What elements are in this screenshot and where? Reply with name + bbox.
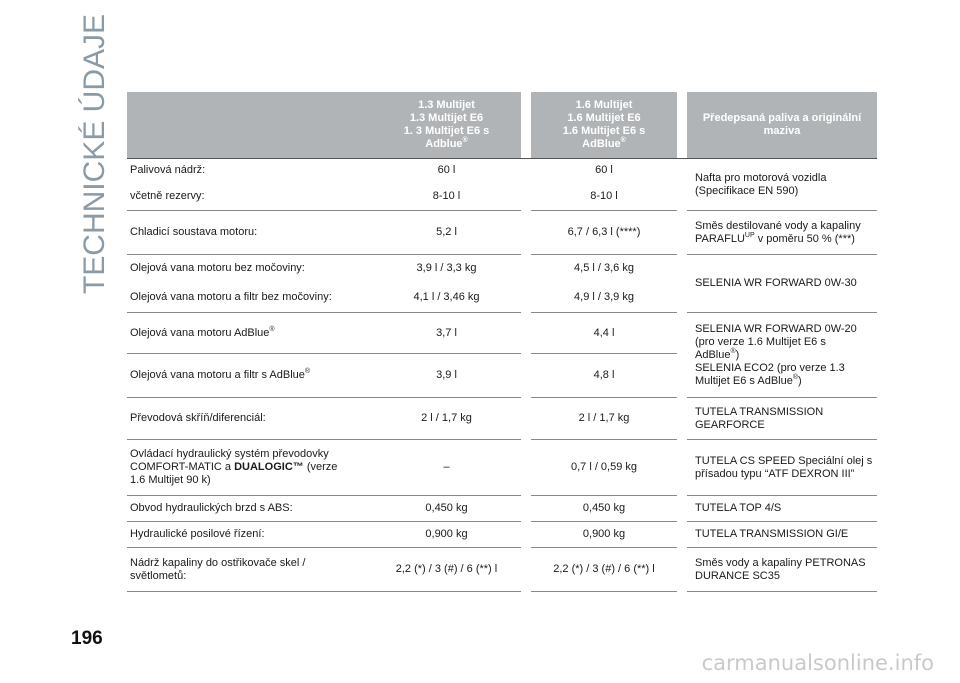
header-1-3-multijet: 1.3 Multijet 1.3 Multijet E6 1. 3 Multijet E6 s Adblue® <box>372 92 521 159</box>
table-row: Chladicí soustava motoru: 5,2 l 6,7 / 6,3 l (****) Směs destilované vody a kapaliny $PARAFLU^{UP}$ v poměru 50 % (***) <box>127 211 877 255</box>
table-row: Nádrž kapaliny do ostřikovače skel / světlometů: 2,2 (*) / 3 (#) / 6 (**) l 2,2 (*) / 3 (#) / 6 (**) l Směs vody a kapaliny PETRONAS DURANCE SC35 <box>127 548 877 592</box>
header-1-6-multijet: 1.6 Multijet 1.6 Multijet E6 1.6 Multijet E6 s AdBlue® <box>531 92 677 159</box>
table-row: Olejová vana motoru bez močoviny: 3,9 l / 3,3 kg 4,5 l / 3,6 kg SELENIA WR FORWARD 0W-30 <box>127 255 877 283</box>
fuel-cell: Nafta pro motorová vozidla (Specifikace EN 590) <box>687 159 877 211</box>
header-fuels-lubricants: Předepsaná paliva a originální maziva <box>687 92 877 159</box>
watermark: carmanualsonline.info <box>701 651 934 675</box>
table-row: Obvod hydraulických brzd s ABS: 0,450 kg 0,450 kg TUTELA TOP 4/S <box>127 496 877 522</box>
fuel-cell: SELENIA WR FORWARD 0W-20 (pro verze 1.6 Multijet E6 s AdBlue®) SELENIA ECO2 (pro verze 1.3 Multijet E6 s AdBlue®) <box>687 313 877 398</box>
table-row: Ovládací hydraulický systém převodovky COMFORT-MATIC a DUALOGIC™ (verze 1.6 Multijet 90 k) – 0,7 l / 0,59 kg TUTELA CS SPEED Speciální olej s přísadou typu “ATF DEXRON III” <box>127 440 877 496</box>
fuel-cell: Směs destilované vody a kapaliny $PARAFLU^{UP}$ v poměru 50 % (***) <box>687 211 877 255</box>
table-row: Převodová skříň/diferenciál: 2 l / 1,7 kg 2 l / 1,7 kg TUTELA TRANSMISSION GEARFORCE <box>127 398 877 440</box>
fuel-cell: SELENIA WR FORWARD 0W-30 <box>687 255 877 313</box>
page-number: 196 <box>71 628 103 649</box>
table-header-row <box>127 92 877 159</box>
fluids-table <box>127 92 877 592</box>
table-row: Olejová vana motoru a filtr bez močoviny: 4,1 l / 3,46 kg 4,9 l / 3,9 kg <box>127 283 877 313</box>
section-title: TECHNICKÉ ÚDAJE <box>78 13 112 295</box>
table-row: Hydraulické posilové řízení: 0,900 kg 0,900 kg TUTELA TRANSMISSION GI/E <box>127 522 877 548</box>
table-row: Palivová nádrž: 60 l 60 l Nafta pro motorová vozidla (Specifikace EN 590) <box>127 159 877 183</box>
table-row: Olejová vana motoru AdBlue® 3,7 l 4,4 l SELENIA WR FORWARD 0W-20 (pro verze 1.6 Multijet E6 s AdBlue®) SELENIA ECO2 (pro verze 1.3 Multijet E6 s AdBlue®) <box>127 313 877 354</box>
table-row: včetně rezervy: 8-10 l 8-10 l <box>127 183 877 211</box>
table-row: Olejová vana motoru a filtr s AdBlue® 3,9 l 4,8 l <box>127 354 877 398</box>
header-blank <box>127 92 372 159</box>
